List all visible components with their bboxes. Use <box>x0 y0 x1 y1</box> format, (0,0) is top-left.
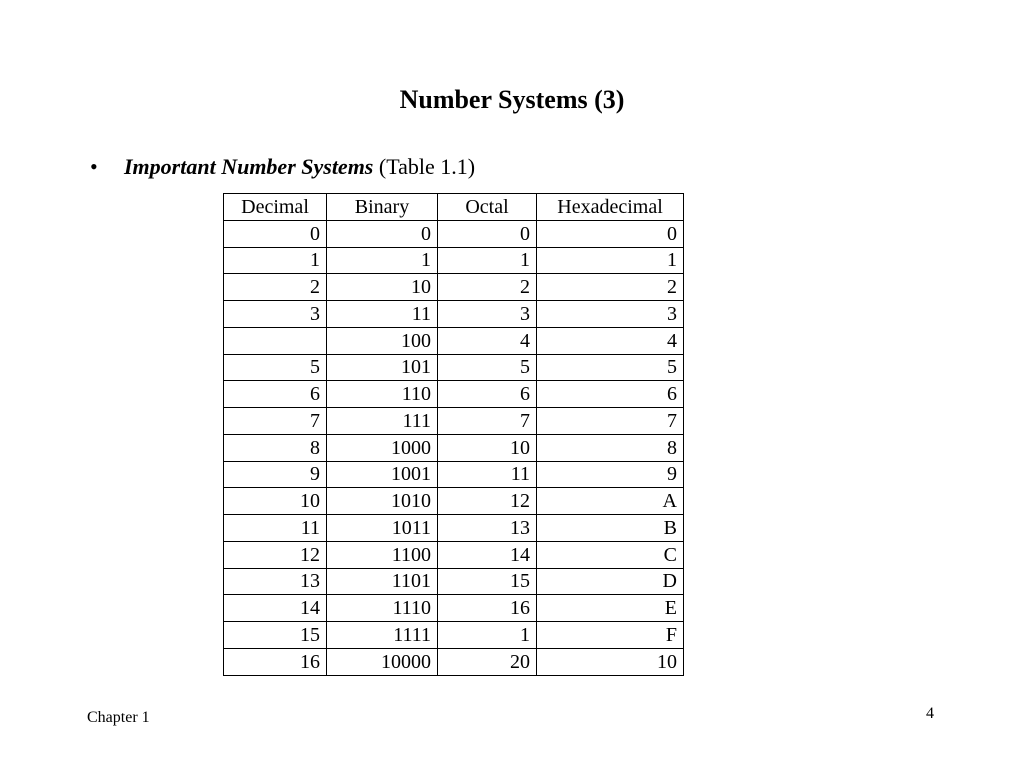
cell-hexadecimal: 3 <box>537 301 684 328</box>
cell-octal: 5 <box>438 354 537 381</box>
table-row <box>224 354 684 381</box>
table-row <box>224 648 684 675</box>
cell-decimal: 1 <box>224 247 327 274</box>
cell-decimal: 16 <box>224 648 327 675</box>
cell-octal: 15 <box>438 568 537 595</box>
cell-binary: 10 <box>327 274 438 301</box>
cell-octal: 1 <box>438 622 537 649</box>
cell-hexadecimal: 2 <box>537 274 684 301</box>
cell-decimal: 5 <box>224 354 327 381</box>
cell-octal: 12 <box>438 488 537 515</box>
cell-binary: 1110 <box>327 595 438 622</box>
cell-binary: 1000 <box>327 434 438 461</box>
cell-binary: 1101 <box>327 568 438 595</box>
cell-binary: 11 <box>327 301 438 328</box>
cell-hexadecimal: 8 <box>537 434 684 461</box>
cell-hexadecimal: 9 <box>537 461 684 488</box>
cell-hexadecimal: 1 <box>537 247 684 274</box>
cell-decimal: 10 <box>224 488 327 515</box>
cell-binary: 100 <box>327 327 438 354</box>
bullet-symbol: • <box>90 154 98 179</box>
cell-binary: 1011 <box>327 515 438 542</box>
table-row <box>224 301 684 328</box>
cell-decimal: 8 <box>224 434 327 461</box>
cell-hexadecimal: C <box>537 541 684 568</box>
cell-decimal: 15 <box>224 622 327 649</box>
footer-chapter: Chapter 1 <box>87 709 150 726</box>
cell-octal: 14 <box>438 541 537 568</box>
table-row <box>224 434 684 461</box>
header-binary: Binary <box>327 194 438 221</box>
cell-octal: 7 <box>438 408 537 435</box>
cell-octal: 13 <box>438 515 537 542</box>
cell-decimal: 13 <box>224 568 327 595</box>
table-row <box>224 568 684 595</box>
cell-decimal: 3 <box>224 301 327 328</box>
table-row <box>224 515 684 542</box>
cell-hexadecimal: F <box>537 622 684 649</box>
cell-decimal: 0 <box>224 220 327 247</box>
table-row <box>224 622 684 649</box>
cell-hexadecimal: 10 <box>537 648 684 675</box>
cell-binary: 101 <box>327 354 438 381</box>
cell-octal: 4 <box>438 327 537 354</box>
table-row <box>224 220 684 247</box>
cell-decimal: 2 <box>224 274 327 301</box>
table-row <box>224 381 684 408</box>
cell-octal: 3 <box>438 301 537 328</box>
table-row <box>224 247 684 274</box>
cell-hexadecimal: 6 <box>537 381 684 408</box>
number-systems-table <box>223 193 684 676</box>
table-row <box>224 488 684 515</box>
cell-hexadecimal: 7 <box>537 408 684 435</box>
cell-hexadecimal: 4 <box>537 327 684 354</box>
cell-binary: 1111 <box>327 622 438 649</box>
cell-binary: 110 <box>327 381 438 408</box>
cell-decimal: 14 <box>224 595 327 622</box>
header-hexadecimal: Hexadecimal <box>537 194 684 221</box>
table-row <box>224 595 684 622</box>
cell-hexadecimal: B <box>537 515 684 542</box>
cell-octal: 11 <box>438 461 537 488</box>
table-row <box>224 274 684 301</box>
cell-octal: 6 <box>438 381 537 408</box>
cell-octal: 0 <box>438 220 537 247</box>
cell-binary: 111 <box>327 408 438 435</box>
cell-hexadecimal: 0 <box>537 220 684 247</box>
bullet-emphasis: Important Number Systems <box>124 154 374 179</box>
cell-decimal: 11 <box>224 515 327 542</box>
bullet-rest: (Table 1.1) <box>373 154 476 179</box>
cell-binary: 10000 <box>327 648 438 675</box>
slide-title: Number Systems (3) <box>399 85 625 114</box>
table-row <box>224 461 684 488</box>
cell-octal: 1 <box>438 247 537 274</box>
cell-decimal: 7 <box>224 408 327 435</box>
footer-page-number: 4 <box>926 705 934 722</box>
cell-octal: 10 <box>438 434 537 461</box>
cell-binary: 1 <box>327 247 438 274</box>
table-row <box>224 541 684 568</box>
table-row <box>224 408 684 435</box>
cell-binary: 1001 <box>327 461 438 488</box>
cell-binary: 0 <box>327 220 438 247</box>
cell-decimal <box>224 327 327 354</box>
cell-hexadecimal: E <box>537 595 684 622</box>
cell-binary: 1010 <box>327 488 438 515</box>
table-row <box>224 327 684 354</box>
cell-decimal: 9 <box>224 461 327 488</box>
cell-decimal: 12 <box>224 541 327 568</box>
cell-hexadecimal: D <box>537 568 684 595</box>
table-header-row <box>224 194 684 221</box>
bullet-item <box>90 153 475 181</box>
cell-hexadecimal: 5 <box>537 354 684 381</box>
cell-decimal: 6 <box>224 381 327 408</box>
cell-octal: 16 <box>438 595 537 622</box>
cell-binary: 1100 <box>327 541 438 568</box>
cell-octal: 2 <box>438 274 537 301</box>
cell-hexadecimal: A <box>537 488 684 515</box>
header-decimal: Decimal <box>224 194 327 221</box>
header-octal: Octal <box>438 194 537 221</box>
cell-octal: 20 <box>438 648 537 675</box>
